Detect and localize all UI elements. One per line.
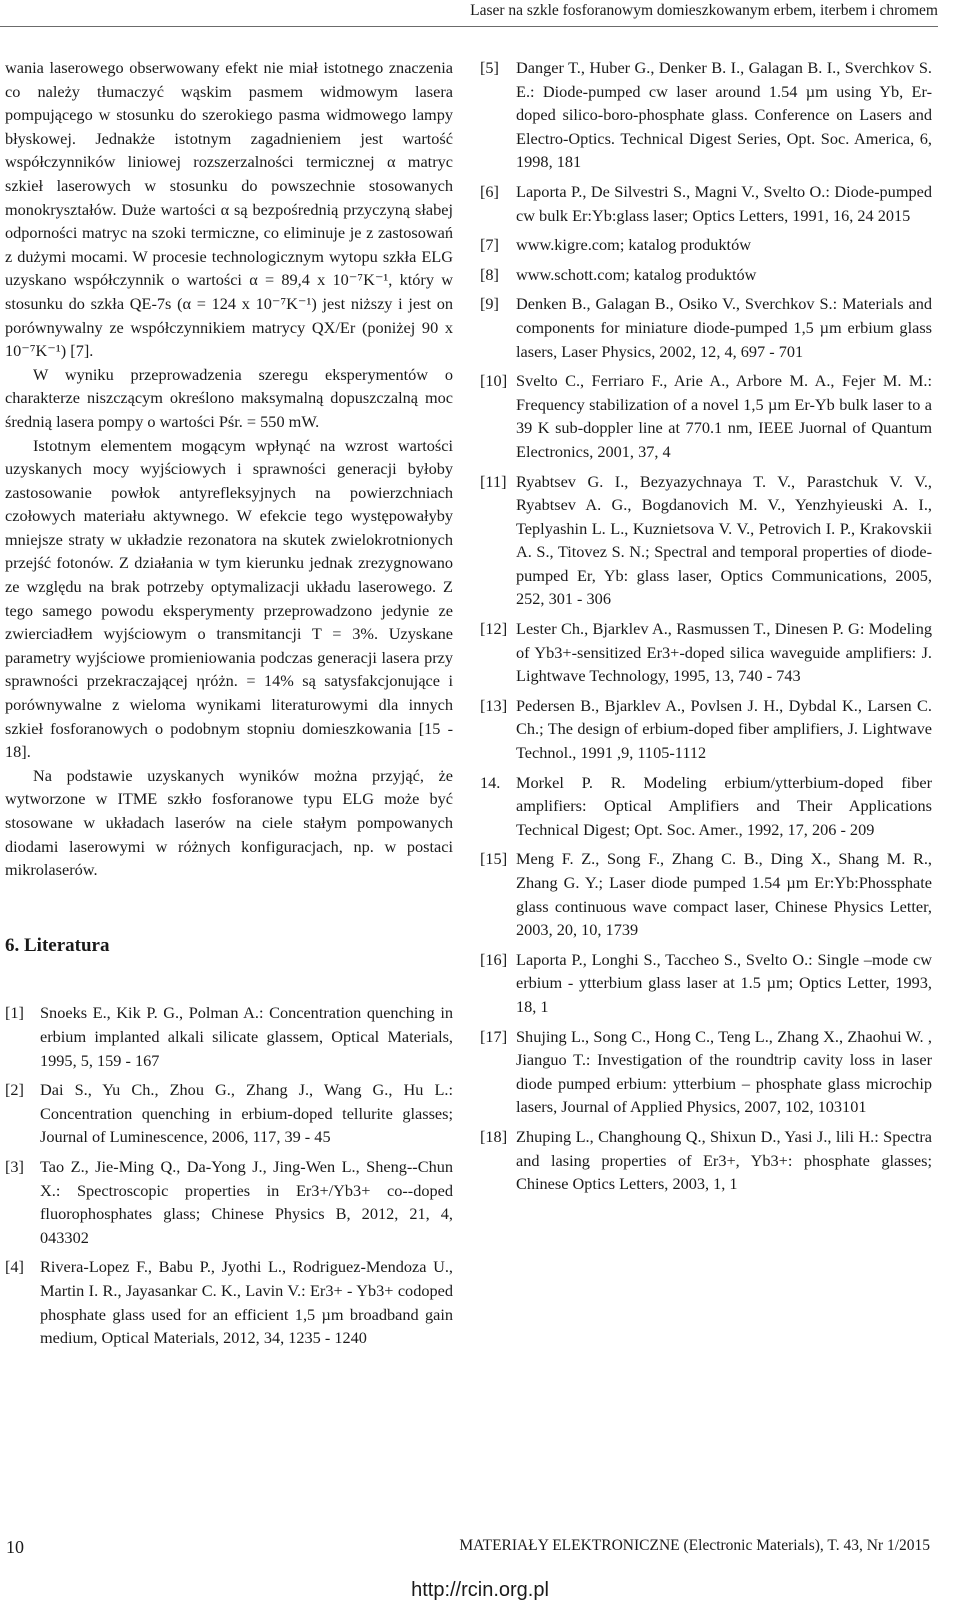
reference-item <box>5 1155 453 1249</box>
body-paragraph-4: Na podstawie uzyskanych wyników można przyjąć, że wytworzone w ITME szkło fosforanowe typu ELG może być stosowane w układach laserów na ciele stałym pompowanych diodami laserowymi w różnych konfiguracjach, np. w postaci mikrolaserów. <box>5 765 453 880</box>
reference-number: [15] <box>480 849 508 869</box>
reference-text: Pedersen B., Bjarklev A., Povlsen J. H., Dybdal K., Larsen C. Ch.; The design of erbium-doped fiber amplifiers, J. Lightwave Technol., 1991 ,9, 1105-1112 <box>516 695 932 763</box>
reference-item <box>480 180 932 227</box>
reference-item <box>5 1255 453 1349</box>
reference-number: [13] <box>480 695 508 715</box>
reference-number: [4] <box>5 1257 24 1277</box>
reference-number: [1] <box>5 1003 24 1023</box>
section-title: 6. Literatura <box>5 934 110 956</box>
reference-number: [16] <box>480 949 508 969</box>
reference-number: [17] <box>480 1026 508 1046</box>
reference-text: Zhuping L., Changhoung Q., Shixun D., Yasi J., lili H.: Spectra and lasing properties of Er3+, Yb3+: phosphate glasses; Chinese Optics Letters, 2003, 1, 1 <box>516 1126 932 1194</box>
reference-number: [18] <box>480 1126 508 1146</box>
reference-item <box>5 1078 453 1149</box>
left-column <box>5 56 453 1356</box>
reference-item <box>480 263 932 287</box>
reference-number: 14. <box>480 772 501 792</box>
reference-item <box>480 470 932 612</box>
reference-item <box>5 1001 453 1072</box>
running-header <box>0 0 938 27</box>
reference-item <box>480 617 932 688</box>
page-number: 10 <box>6 1537 24 1557</box>
reference-text: www.kigre.com; katalog produktów <box>516 235 751 255</box>
reference-number: [2] <box>5 1080 24 1100</box>
body-paragraph-3: Istotnym elementem mogącym wpłynąć na wzrost wartości uzyskanych mocy wyjściowych i sprawności generacji byłoby zastosowanie powłok antyrefleksyjnych na powierzchniach czołowych materiału aktywnego. W efekcie tego występowałyby mniejsze straty w układzie rezonatora na skutek zwielokrotnionych przejść fotonów. Z działania w tym kierunku jednak zrezygnowano ze względu na brak potrzeby optymalizacji układu laserowego. Z tego samego powodu eksperymenty przeprowadzono jedynie ze zwierciadłem wyjściowym o transmitancji T = 3%. Uzyskane parametry wyjściowe promieniowania podczas generacji lasera przy sprawności przekraczającej ηróżn. = 14% są satysfakcjonujące i porównywalne z wieloma wynikami literaturowymi dla innych szkieł fosforanowych o podobnym stopniu domieszkowania [15 - 18]. <box>5 435 453 762</box>
reference-number: [8] <box>480 264 499 284</box>
reference-text: Lester Ch., Bjarklev A., Rasmussen T., Dinesen P. G: Modeling of Yb3+-sensitized Er3+-doped silica waveguide amplifiers: J. Lightwave Technology, 1995, 13, 740 - 743 <box>516 619 932 686</box>
reference-item <box>480 948 932 1019</box>
reference-text: Ryabtsev G. I., Bezyazychnaya T. V., Parastchuk V. V., Ryabtsev A. G., Bogdanovich M. V., Yenzhyieuski A. I., Teplyashin L. L., Kuznietsova V. V., Petrovich I. P., Krakovskii A. S., Titovez S. N.; Spectral and temporal properties of diode-pumped Er, Yb: glass laser, Optics Communications, 2005, 252, 301 - 306 <box>516 471 932 609</box>
reference-text: Laporta P., Longhi S., Taccheo S., Svelto O.: Single –mode cw erbium - ytterbium glass laser at 1.5 µm; Optics Letter, 1993, 18, 1 <box>516 949 932 1016</box>
right-column <box>480 56 932 1202</box>
reference-number: [6] <box>480 181 499 201</box>
reference-text: Denken B., Galagan B., Osiko V., Sverchkov S.: Materials and components for miniature diode-pumped 1,5 µm erbium glass lasers, Laser Physics, 2002, 12, 4, 697 - 701 <box>516 294 932 361</box>
reference-item <box>480 1025 932 1119</box>
reference-text: Rivera-Lopez F., Babu P., Jyothi L., Rodriguez-Mendoza U., Martin I. R., Jayasankar C. K., Lavin V.: Er3+ - Yb3+ codoped phosphate glass used for an efficient 1,5 µm broadband gain medium, Optical Materials, 2012, 34, 1235 - 1240 <box>40 1257 453 1348</box>
reference-item <box>480 369 932 463</box>
reference-item <box>480 847 932 941</box>
watermark-url: http://rcin.org.pl <box>411 1579 549 1601</box>
reference-number: [12] <box>480 619 508 639</box>
reference-text: Dai S., Yu Ch., Zhou G., Zhang J., Wang G., Hu L.: Concentration quenching in erbium-doped tellurite glasses; Journal of Luminescence, 2006, 117, 39 - 45 <box>40 1080 453 1147</box>
reference-text: www.schott.com; katalog produktów <box>516 264 757 284</box>
reference-item <box>480 56 932 174</box>
reference-text: Snoeks E., Kik P. G., Polman A.: Concentration quenching in erbium implanted alkali silicate glassem, Optical Materials, 1995, 5, 159 - 167 <box>40 1003 453 1070</box>
reference-item <box>480 694 932 765</box>
reference-number: [10] <box>480 371 508 391</box>
reference-number: [9] <box>480 294 499 314</box>
journal-citation: MATERIAŁY ELEKTRONICZNE (Electronic Materials), T. 43, Nr 1/2015 <box>459 1537 930 1554</box>
reference-number: [3] <box>5 1156 24 1176</box>
reference-text: Svelto C., Ferriaro F., Arie A., Arbore M. A., Fejer M. M.: Frequency stabilization of a novel 1,5 µm Er-Yb bulk laser to a 39 K sub-doppler line at 770.1 nm, IEEE Juornal of Quantum Electronics, 2001, 37, 4 <box>516 371 932 461</box>
reference-number: [5] <box>480 58 499 77</box>
reference-text: Morkel P. R. Modeling erbium/ytterbium-doped fiber amplifiers: Optical Amplifiers and Their Applications Technical Digest; Opt. Soc. Amer., 1992, 17, 206 - 209 <box>516 772 932 839</box>
reference-number: [7] <box>480 235 499 255</box>
reference-number: [11] <box>480 471 507 491</box>
reference-item <box>480 1125 932 1196</box>
reference-item <box>480 233 932 257</box>
reference-text: Shujing L., Song C., Hong C., Teng L., Zhang X., Zhaohui W. , Jianguo T.: Investigation of the roundtrip cavity loss in laser diode pumped erbium: ytterbium – phosphate glass microchip lasers, Journal of Applied Physics, 2007, 102, 103101 <box>516 1026 932 1117</box>
reference-text: Danger T., Huber G., Denker B. I., Galagan B. I., Sverchkov S. E.: Diode-pumped cw laser around 1.54 µm using Yb, Er-doped silico-boro-phosphate glass. Conference on Lasers and Electro-Optics. Technical Digest Series, Opt. Soc. America, 6, 1998, 181 <box>516 58 932 172</box>
reference-item <box>480 771 932 842</box>
reference-text: Laporta P., De Silvestri S., Magni V., Svelto O.: Diode-pumped cw bulk Er:Yb:glass laser; Optics Letters, 1991, 16, 24 2015 <box>516 181 932 225</box>
reference-item <box>480 292 932 363</box>
running-title: Laser na szkle fosforanowym domieszkowanym erbem, iterbem i chromem <box>470 2 938 19</box>
body-paragraph-2: W wyniku przeprowadzenia szeregu eksperymentów o charakterze niszczącym określono maksymalną dopuszczalną moc średnią lasera pompy o wartości Pśr. = 550 mW. <box>5 364 453 431</box>
reference-text: Meng F. Z., Song F., Zhang C. B., Ding X., Shang M. R., Zhang G. Y.; Laser diode pumped 1.54 µm Er:Yb:Phossphate glass continuous wave compact laser, Chinese Physics Letter, 2003, 20, 10, 1739 <box>516 849 932 940</box>
body-paragraph-1: wania laserowego obserwowany efekt nie miał istotnego znaczenia co należy tłumaczyć wąskim pasmem widmowym lasera pompującego w stosunku do szerokiego pasma widmowego lampy błyskowej. Jednakże istotnym zagadnieniem jest wartość współczynników liniowej rozszerzalności termicznej α matryc szkieł laserowych w stosunku do powszechnie stosowanych monokryształów. Duże wartości α są bezpośrednią przyczyną słabej odporności matryc na szoki termiczne, co eliminuje je z zastosowań z dużymi mocami. W procesie technologicznym wytopu szkła ELG uzyskano współczynnik o wartości α = 89,4 x 10⁻⁷K⁻¹, który w stosunku do szkła QE-7s (α = 124 x 10⁻⁷K⁻¹) jest niższy i jest on porównywalny ze współczynnikiem matrycy QX/Er (poniżej 90 x 10⁻⁷K⁻¹) [7]. <box>5 58 453 361</box>
reference-text: Tao Z., Jie-Ming Q., Da-Yong J., Jing-Wen L., Sheng--Chun X.: Spectroscopic properties in Er3+/Yb3+ co--doped fluorophosphates glass; Chinese Physics B, 2012, 21, 4, 043302 <box>40 1156 453 1247</box>
